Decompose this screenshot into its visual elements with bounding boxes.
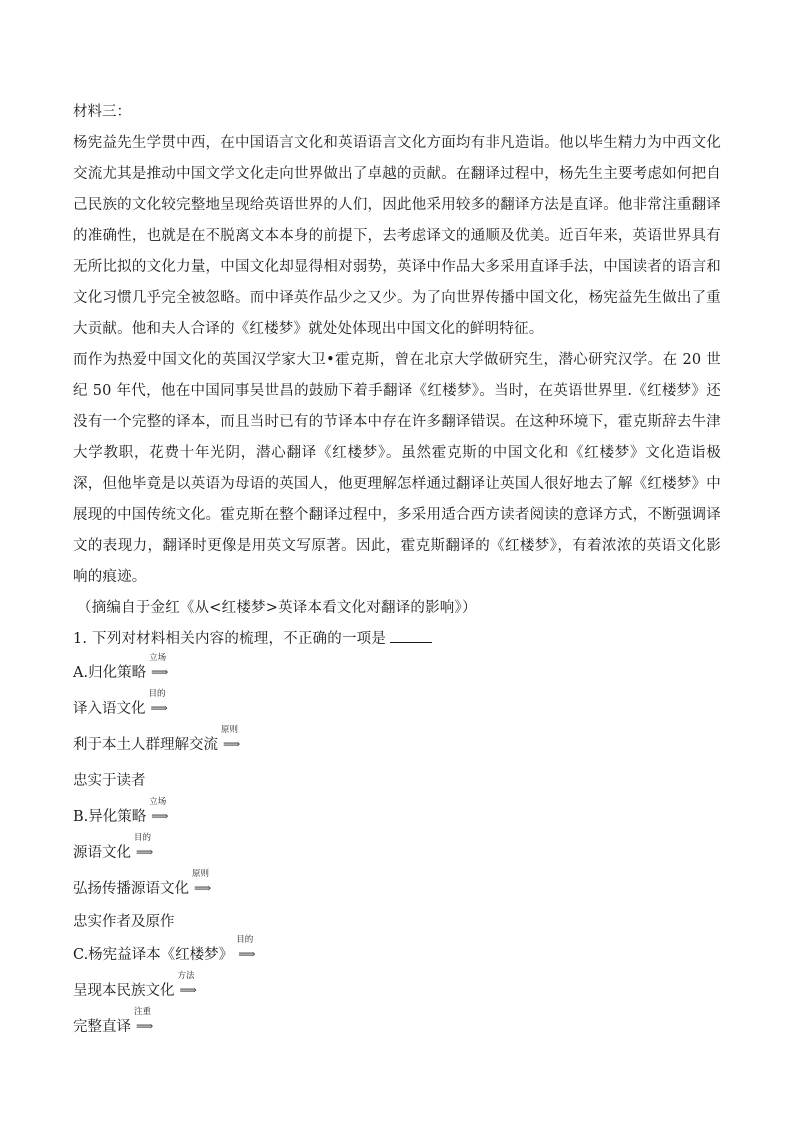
option-b-text-2: 源语文化 bbox=[73, 845, 131, 861]
arrow-icon: 目的 ⟹ bbox=[236, 935, 256, 961]
option-a-text-2: 译入语文化 bbox=[73, 701, 146, 717]
arrow-icon: 立场 ⟹ bbox=[149, 653, 169, 679]
option-b-line-4 bbox=[73, 907, 721, 937]
option-b-text-3: 弘扬传播源语文化 bbox=[73, 881, 189, 897]
arrow-icon: 目的 ⟹ bbox=[134, 833, 154, 859]
arrow-icon: 立场 ⟹ bbox=[149, 797, 169, 823]
option-b[interactable] bbox=[73, 799, 721, 937]
option-c-line-1 bbox=[73, 937, 721, 973]
option-b-line-2 bbox=[73, 835, 721, 871]
option-c-line-2 bbox=[73, 973, 721, 1009]
option-b-line-3 bbox=[73, 871, 721, 907]
option-c-text-1: C.杨宪益译本《红楼梦》 bbox=[73, 947, 234, 963]
option-c[interactable] bbox=[73, 937, 721, 1045]
option-c-text-3: 完整直译 bbox=[73, 1019, 131, 1035]
paragraph-david-hawkes: 而作为热爱中国文化的英国汉学家大卫•霍克斯，曾在北京大学做研究生，潜心研究汉学。在 20 世纪 50 年代，他在中国同事吴世昌的鼓励下着手翻译《红楼梦》。当时，在英语世界里.《红楼梦》还没有一个完整的译本，而且当时已有的节译本中存在许多翻译错误。在这种环境下，霍克斯辞去牛津大学教职，花费十年光阴，潜心翻译《红楼梦》。虽然霍克斯的中国文化和《红楼梦》文化造诣极深，但他毕竟是以英语为母语的英国人，他更理解怎样通过翻译让英国人很好地去了解《红楼梦》中展现的中国传统文化。霍克斯在整个翻译过程中，多采用适合西方读者阅读的意译方式，不断强调译文的表现力，翻译时更像是用英文写原著。因此，霍克斯翻译的《红楼梦》，有着浓浓的英语文化影响的痕迹。 bbox=[73, 352, 721, 585]
option-b-line-1 bbox=[73, 799, 721, 835]
option-a-line-4 bbox=[73, 763, 721, 799]
source-citation: （摘编自于金红《从<红楼梦>英译本看文化对翻译的影响》） bbox=[77, 600, 477, 616]
option-a-text-4: 忠实于读者 bbox=[73, 773, 146, 789]
option-b-text-1: B.异化策略 bbox=[73, 809, 147, 825]
option-a-text-3: 利于本土人群理解交流 bbox=[73, 737, 218, 753]
arrow-icon: 原则 ⟹ bbox=[192, 869, 212, 895]
arrow-tag: 立场 bbox=[149, 653, 167, 663]
option-c-text-2: 呈现本民族文化 bbox=[73, 983, 175, 999]
arrow-icon: 原则 ⟹ bbox=[221, 725, 241, 751]
option-a-text-1: A.归化策略 bbox=[73, 665, 147, 681]
arrow-tag: 目的 bbox=[134, 833, 152, 843]
option-a[interactable] bbox=[73, 655, 721, 799]
arrow-tag: 目的 bbox=[236, 935, 254, 945]
arrow-tag: 立场 bbox=[149, 797, 167, 807]
option-a-line-2 bbox=[73, 691, 721, 727]
option-a-line-3 bbox=[73, 727, 721, 763]
question-stem bbox=[73, 624, 721, 655]
arrow-icon: 方法 ⟹ bbox=[177, 971, 197, 997]
answer-blank[interactable] bbox=[390, 628, 432, 643]
question-text: 1. 下列对材料相关内容的梳理，不正确的一项是 bbox=[73, 631, 387, 647]
arrow-tag: 原则 bbox=[192, 869, 210, 879]
option-c-line-3 bbox=[73, 1009, 721, 1045]
arrow-icon: 目的 ⟹ bbox=[148, 689, 168, 715]
option-b-text-4: 忠实作者及原作 bbox=[73, 914, 175, 930]
arrow-icon: 注重 ⟹ bbox=[134, 1007, 154, 1033]
paragraph-yang-xianyi: 杨宪益先生学贯中西，在中国语言文化和英语语言文化方面均有非凡造诣。他以毕生精力为中西文化交流尤其是推动中国文学文化走向世界做出了卓越的贡献。在翻译过程中，杨先生主要考虑如何把自己民族的文化较完整地呈现给英语世界的人们，因此他采用较多的翻译方法是直译。他非常注重翻译的准确性，也就是在不脱离文本本身的前提下，去考虑译文的通顺及优美。近百年来，英语世界具有无所比拟的文化力量，中国文化却显得相对弱势，英译中作品大多采用直译手法，中国读者的语言和文化习惯几乎完全被忽略。而中译英作品少之又少。为了向世界传播中国文化，杨宪益先生做出了重大贡献。他和夫人合译的《红楼梦》就处处体现出中国文化的鲜明特征。 bbox=[73, 135, 721, 337]
document-body bbox=[73, 97, 721, 1045]
section-label: 材料三： bbox=[73, 104, 131, 120]
arrow-tag: 原则 bbox=[221, 725, 239, 735]
arrow-tag: 注重 bbox=[134, 1007, 152, 1017]
arrow-tag: 方法 bbox=[177, 971, 195, 981]
arrow-tag: 目的 bbox=[148, 689, 166, 699]
option-a-line-1 bbox=[73, 655, 721, 691]
